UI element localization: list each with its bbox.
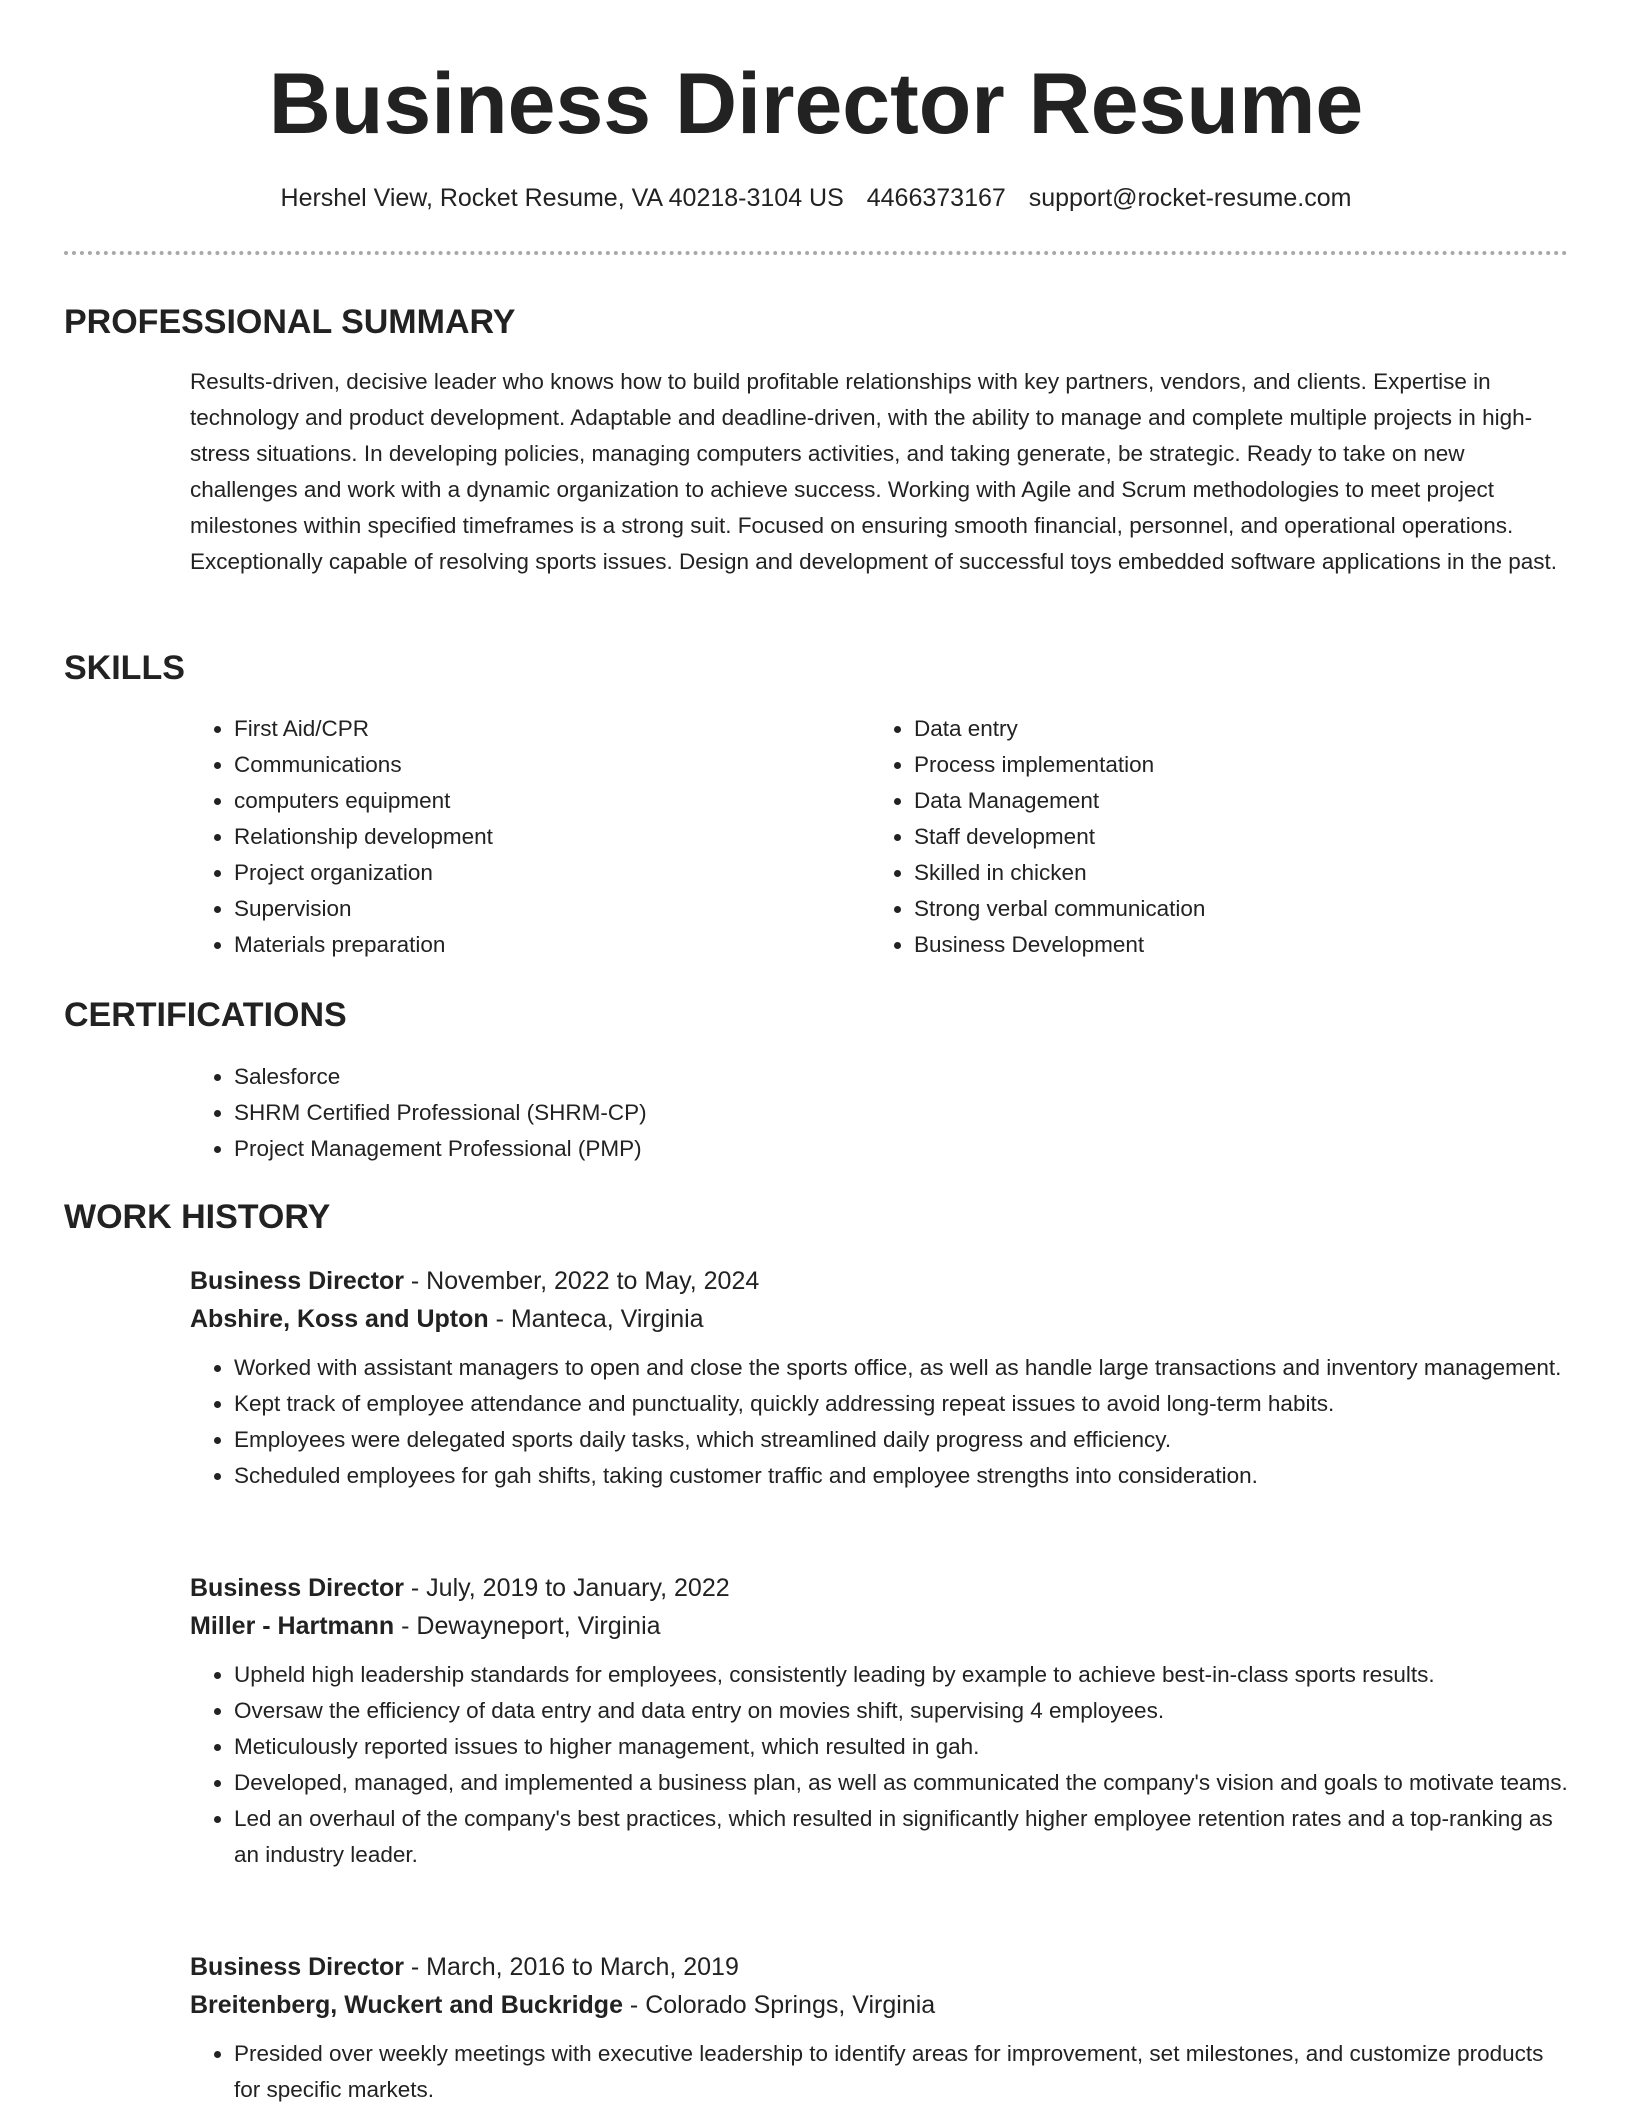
skill-item: • Process implementation (914, 747, 1510, 783)
skills-heading: SKILLS (64, 649, 185, 687)
summary-text: Results-driven, decisive leader who knows how to build profitable relationships with key partners, vendors, and clients. Expertise in technology and product development. Adaptable and deadline-driven, with the ability to manage and complete multiple projects in high-stress situations. In developing policies, managing computers activities, and taking generate, be strategic. Ready to take on new challenges and work with a dynamic organization to achieve success. Working with Agile and Scrum methodologies to meet project milestones within specified timeframes is a strong suit. Focused on ensuring smooth financial, personnel, and operational operations. Exceptionally capable of resolving sports issues. Design and development of successful toys embedded software applications in the past. (190, 369, 1558, 574)
job-bullet: • Meticulously reported issues to higher management, which resulted in gah. (234, 1729, 1570, 1765)
job-company: Abshire, Koss and Upton (190, 1305, 489, 1333)
job-company-line (190, 1607, 1570, 1645)
contact-info (0, 180, 1632, 216)
contact-email: support@rocket-resume.com (1028, 184, 1352, 212)
job-dates: - July, 2019 to January, 2022 (403, 1574, 730, 1602)
summary-heading: PROFESSIONAL SUMMARY (64, 303, 516, 341)
job-company-line (190, 1986, 1570, 2024)
certifications-list (190, 1059, 1090, 1167)
skill-item: • Business Development (914, 927, 1510, 963)
certification-item: • Salesforce (234, 1059, 1090, 1095)
skill-item: • Communications (234, 747, 830, 783)
skill-item: • Data Management (914, 783, 1510, 819)
job-title-line (190, 1569, 1570, 1607)
skill-item: • Materials preparation (234, 927, 830, 963)
job-location: - Manteca, Virginia (488, 1305, 704, 1333)
job-role: Business Director (190, 1953, 404, 1981)
skill-item: • Project organization (234, 855, 830, 891)
skill-item: • Relationship development (234, 819, 830, 855)
certifications-heading: CERTIFICATIONS (64, 996, 347, 1034)
resume-title: Business Director Resume (268, 56, 1364, 152)
skill-item: • computers equipment (234, 783, 830, 819)
skills-column-left (190, 711, 830, 963)
job-dates: - March, 2016 to March, 2019 (403, 1953, 739, 1981)
skill-item: • Strong verbal communication (914, 891, 1510, 927)
job-bullet: • Developed, managed, and implemented a business plan, as well as communicated the company's vision and goals to motivate teams. (234, 1765, 1570, 1801)
job-bullet: • Oversaw the efficiency of data entry and data entry on movies shift, supervising 4 employees. (234, 1693, 1570, 1729)
job-role: Business Director (190, 1574, 404, 1602)
certification-item: • SHRM Certified Professional (SHRM-CP) (234, 1095, 1090, 1131)
skill-item: • Supervision (234, 891, 830, 927)
skill-item: • Staff development (914, 819, 1510, 855)
job-company: Breitenberg, Wuckert and Buckridge (190, 1991, 623, 2019)
job-location: - Colorado Springs, Virginia (622, 1991, 936, 2019)
job-role: Business Director (190, 1267, 404, 1295)
skill-item: • Data entry (914, 711, 1510, 747)
skill-item: • Skilled in chicken (914, 855, 1510, 891)
certification-item: • Project Management Professional (PMP) (234, 1131, 1090, 1167)
skill-item: • First Aid/CPR (234, 711, 830, 747)
job-company: Miller - Hartmann (190, 1612, 395, 1640)
job-title-line (190, 1262, 1570, 1300)
job-dates: - November, 2022 to May, 2024 (403, 1267, 760, 1295)
job-company-line (190, 1300, 1570, 1338)
job-entry (190, 1262, 1570, 1494)
job-bullet: • Worked with assistant managers to open and close the sports office, as well as handle large transactions and inventory management. (234, 1350, 1570, 1386)
job-bullet: • Upheld high leadership standards for employees, consistently leading by example to achieve best-in-class sports results. (234, 1657, 1570, 1693)
job-bullet: • Kept track of employee attendance and punctuality, quickly addressing repeat issues to avoid long-term habits. (234, 1386, 1570, 1422)
job-entry (190, 1948, 1570, 2108)
skills-column-right (870, 711, 1510, 963)
job-bullet: • Scheduled employees for gah shifts, taking customer traffic and employee strengths into consideration. (234, 1458, 1570, 1494)
job-bullet: • Led an overhaul of the company's best practices, which resulted in significantly higher employee retention rates and a top-ranking as an industry leader. (234, 1801, 1570, 1873)
job-title-line (190, 1948, 1570, 1986)
work-history-heading: WORK HISTORY (64, 1198, 331, 1236)
job-location: - Dewayneport, Virginia (394, 1612, 661, 1640)
job-bullet: • Presided over weekly meetings with executive leadership to identify areas for improvement, set milestones, and customize products for specific markets. (234, 2036, 1570, 2108)
contact-address: Hershel View, Rocket Resume, VA 40218-3104 US (280, 184, 844, 212)
job-bullet: • Employees were delegated sports daily tasks, which streamlined daily progress and efficiency. (234, 1422, 1570, 1458)
job-entry (190, 1569, 1570, 1873)
contact-phone: 4466373167 (866, 184, 1006, 212)
header-divider (64, 251, 1568, 255)
